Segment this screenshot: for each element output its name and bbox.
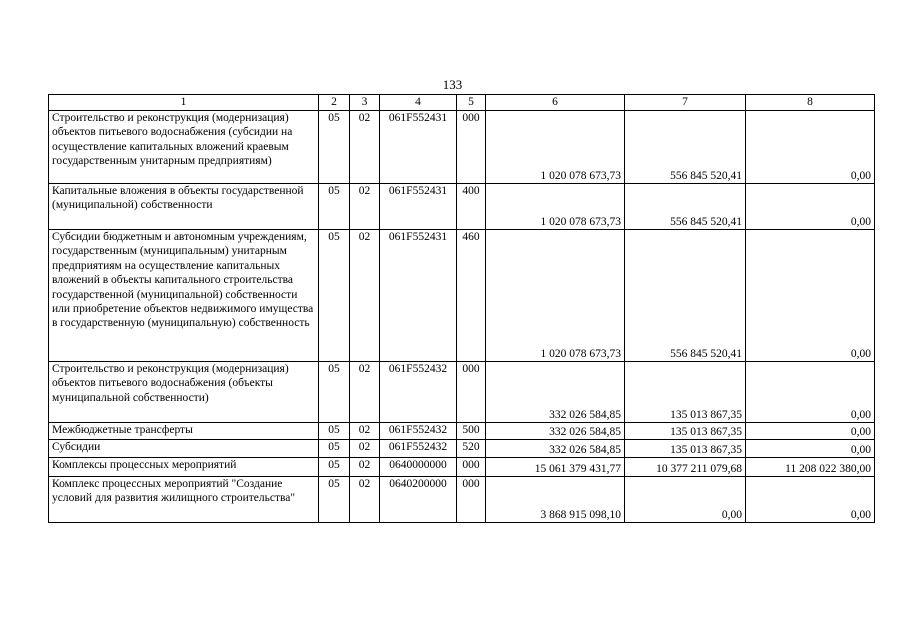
table-row	[49, 423, 875, 440]
amount-column-6: 1 020 078 673,73	[486, 111, 625, 184]
section-code: 05	[319, 362, 350, 423]
amount-column-6: 332 026 584,85	[486, 423, 625, 440]
item-name: Комплекс процессных мероприятий "Создание условий для развития жилищного строительства"	[49, 477, 319, 523]
target-article-code: 061F552432	[380, 423, 457, 440]
table-row	[49, 458, 875, 477]
item-name: Межбюджетные трансферты	[49, 423, 319, 440]
subsection-code: 02	[350, 362, 380, 423]
amount-column-6: 332 026 584,85	[486, 440, 625, 458]
amount-column-7: 556 845 520,41	[625, 111, 746, 184]
target-article-code: 061F552431	[380, 230, 457, 362]
expense-type-code: 520	[457, 440, 486, 458]
amount-column-6: 1 020 078 673,73	[486, 230, 625, 362]
table-row	[49, 362, 875, 423]
expense-type-code: 460	[457, 230, 486, 362]
target-article-code: 0640000000	[380, 458, 457, 477]
target-article-code: 0640200000	[380, 477, 457, 523]
subsection-code: 02	[350, 423, 380, 440]
section-code: 05	[319, 423, 350, 440]
item-name: Строительство и реконструкция (модернизация) объектов питьевого водоснабжения (субсидии на осуществление капитальных вложений краевым государственным унитарным предприятиям)	[49, 111, 319, 184]
header-cell-2: 2	[319, 95, 350, 111]
amount-column-7: 10 377 211 079,68	[625, 458, 746, 477]
expense-type-code: 000	[457, 458, 486, 477]
item-name: Субсидии	[49, 440, 319, 458]
amount-column-6: 3 868 915 098,10	[486, 477, 625, 523]
table-row	[49, 184, 875, 230]
header-cell-3: 3	[350, 95, 380, 111]
section-code: 05	[319, 184, 350, 230]
subsection-code: 02	[350, 111, 380, 184]
target-article-code: 061F552432	[380, 440, 457, 458]
amount-column-8: 0,00	[746, 423, 875, 440]
target-article-code: 061F552432	[380, 362, 457, 423]
amount-column-6: 332 026 584,85	[486, 362, 625, 423]
header-cell-4: 4	[380, 95, 457, 111]
item-name: Строительство и реконструкция (модернизация) объектов питьевого водоснабжения (объекты муниципальной собственности)	[49, 362, 319, 423]
amount-column-7: 556 845 520,41	[625, 184, 746, 230]
amount-column-8: 0,00	[746, 440, 875, 458]
expense-type-code: 400	[457, 184, 486, 230]
subsection-code: 02	[350, 184, 380, 230]
amount-column-7: 135 013 867,35	[625, 362, 746, 423]
amount-column-6: 15 061 379 431,77	[486, 458, 625, 477]
amount-column-7: 0,00	[625, 477, 746, 523]
amount-column-7: 135 013 867,35	[625, 423, 746, 440]
item-name: Капитальные вложения в объекты государственной (муниципальной) собственности	[49, 184, 319, 230]
subsection-code: 02	[350, 477, 380, 523]
header-cell-5: 5	[457, 95, 486, 111]
expense-type-code: 000	[457, 362, 486, 423]
amount-column-8: 0,00	[746, 477, 875, 523]
amount-column-7: 556 845 520,41	[625, 230, 746, 362]
expense-type-code: 000	[457, 111, 486, 184]
header-cell-1: 1	[49, 95, 319, 111]
section-code: 05	[319, 230, 350, 362]
table-row	[49, 477, 875, 523]
target-article-code: 061F552431	[380, 111, 457, 184]
header-cell-6: 6	[486, 95, 625, 111]
item-name: Комплексы процессных мероприятий	[49, 458, 319, 477]
table-row	[49, 111, 875, 184]
amount-column-8: 0,00	[746, 362, 875, 423]
section-code: 05	[319, 477, 350, 523]
amount-column-6: 1 020 078 673,73	[486, 184, 625, 230]
table-row	[49, 230, 875, 362]
budget-table	[48, 94, 875, 523]
page-number: 133	[442, 77, 463, 92]
amount-column-8: 0,00	[746, 111, 875, 184]
table-row	[49, 440, 875, 458]
header-cell-8: 8	[746, 95, 875, 111]
expense-type-code: 500	[457, 423, 486, 440]
amount-column-8: 0,00	[746, 184, 875, 230]
subsection-code: 02	[350, 458, 380, 477]
amount-column-8: 0,00	[746, 230, 875, 362]
expense-type-code: 000	[457, 477, 486, 523]
section-code: 05	[319, 111, 350, 184]
item-name: Субсидии бюджетным и автономным учреждениям, государственным (муниципальным) унитарным предприятиям на осуществление капитальных вложений в объекты капитального строительства государственной (муниципальной) собственности или приобретение объектов недвижимого имущества в государственную (муниципальную) собственность	[49, 230, 319, 362]
header-cell-7: 7	[625, 95, 746, 111]
amount-column-7: 135 013 867,35	[625, 440, 746, 458]
amount-column-8: 11 208 022 380,00	[746, 458, 875, 477]
target-article-code: 061F552431	[380, 184, 457, 230]
subsection-code: 02	[350, 230, 380, 362]
subsection-code: 02	[350, 440, 380, 458]
section-code: 05	[319, 458, 350, 477]
section-code: 05	[319, 440, 350, 458]
table-header-row	[49, 95, 875, 111]
